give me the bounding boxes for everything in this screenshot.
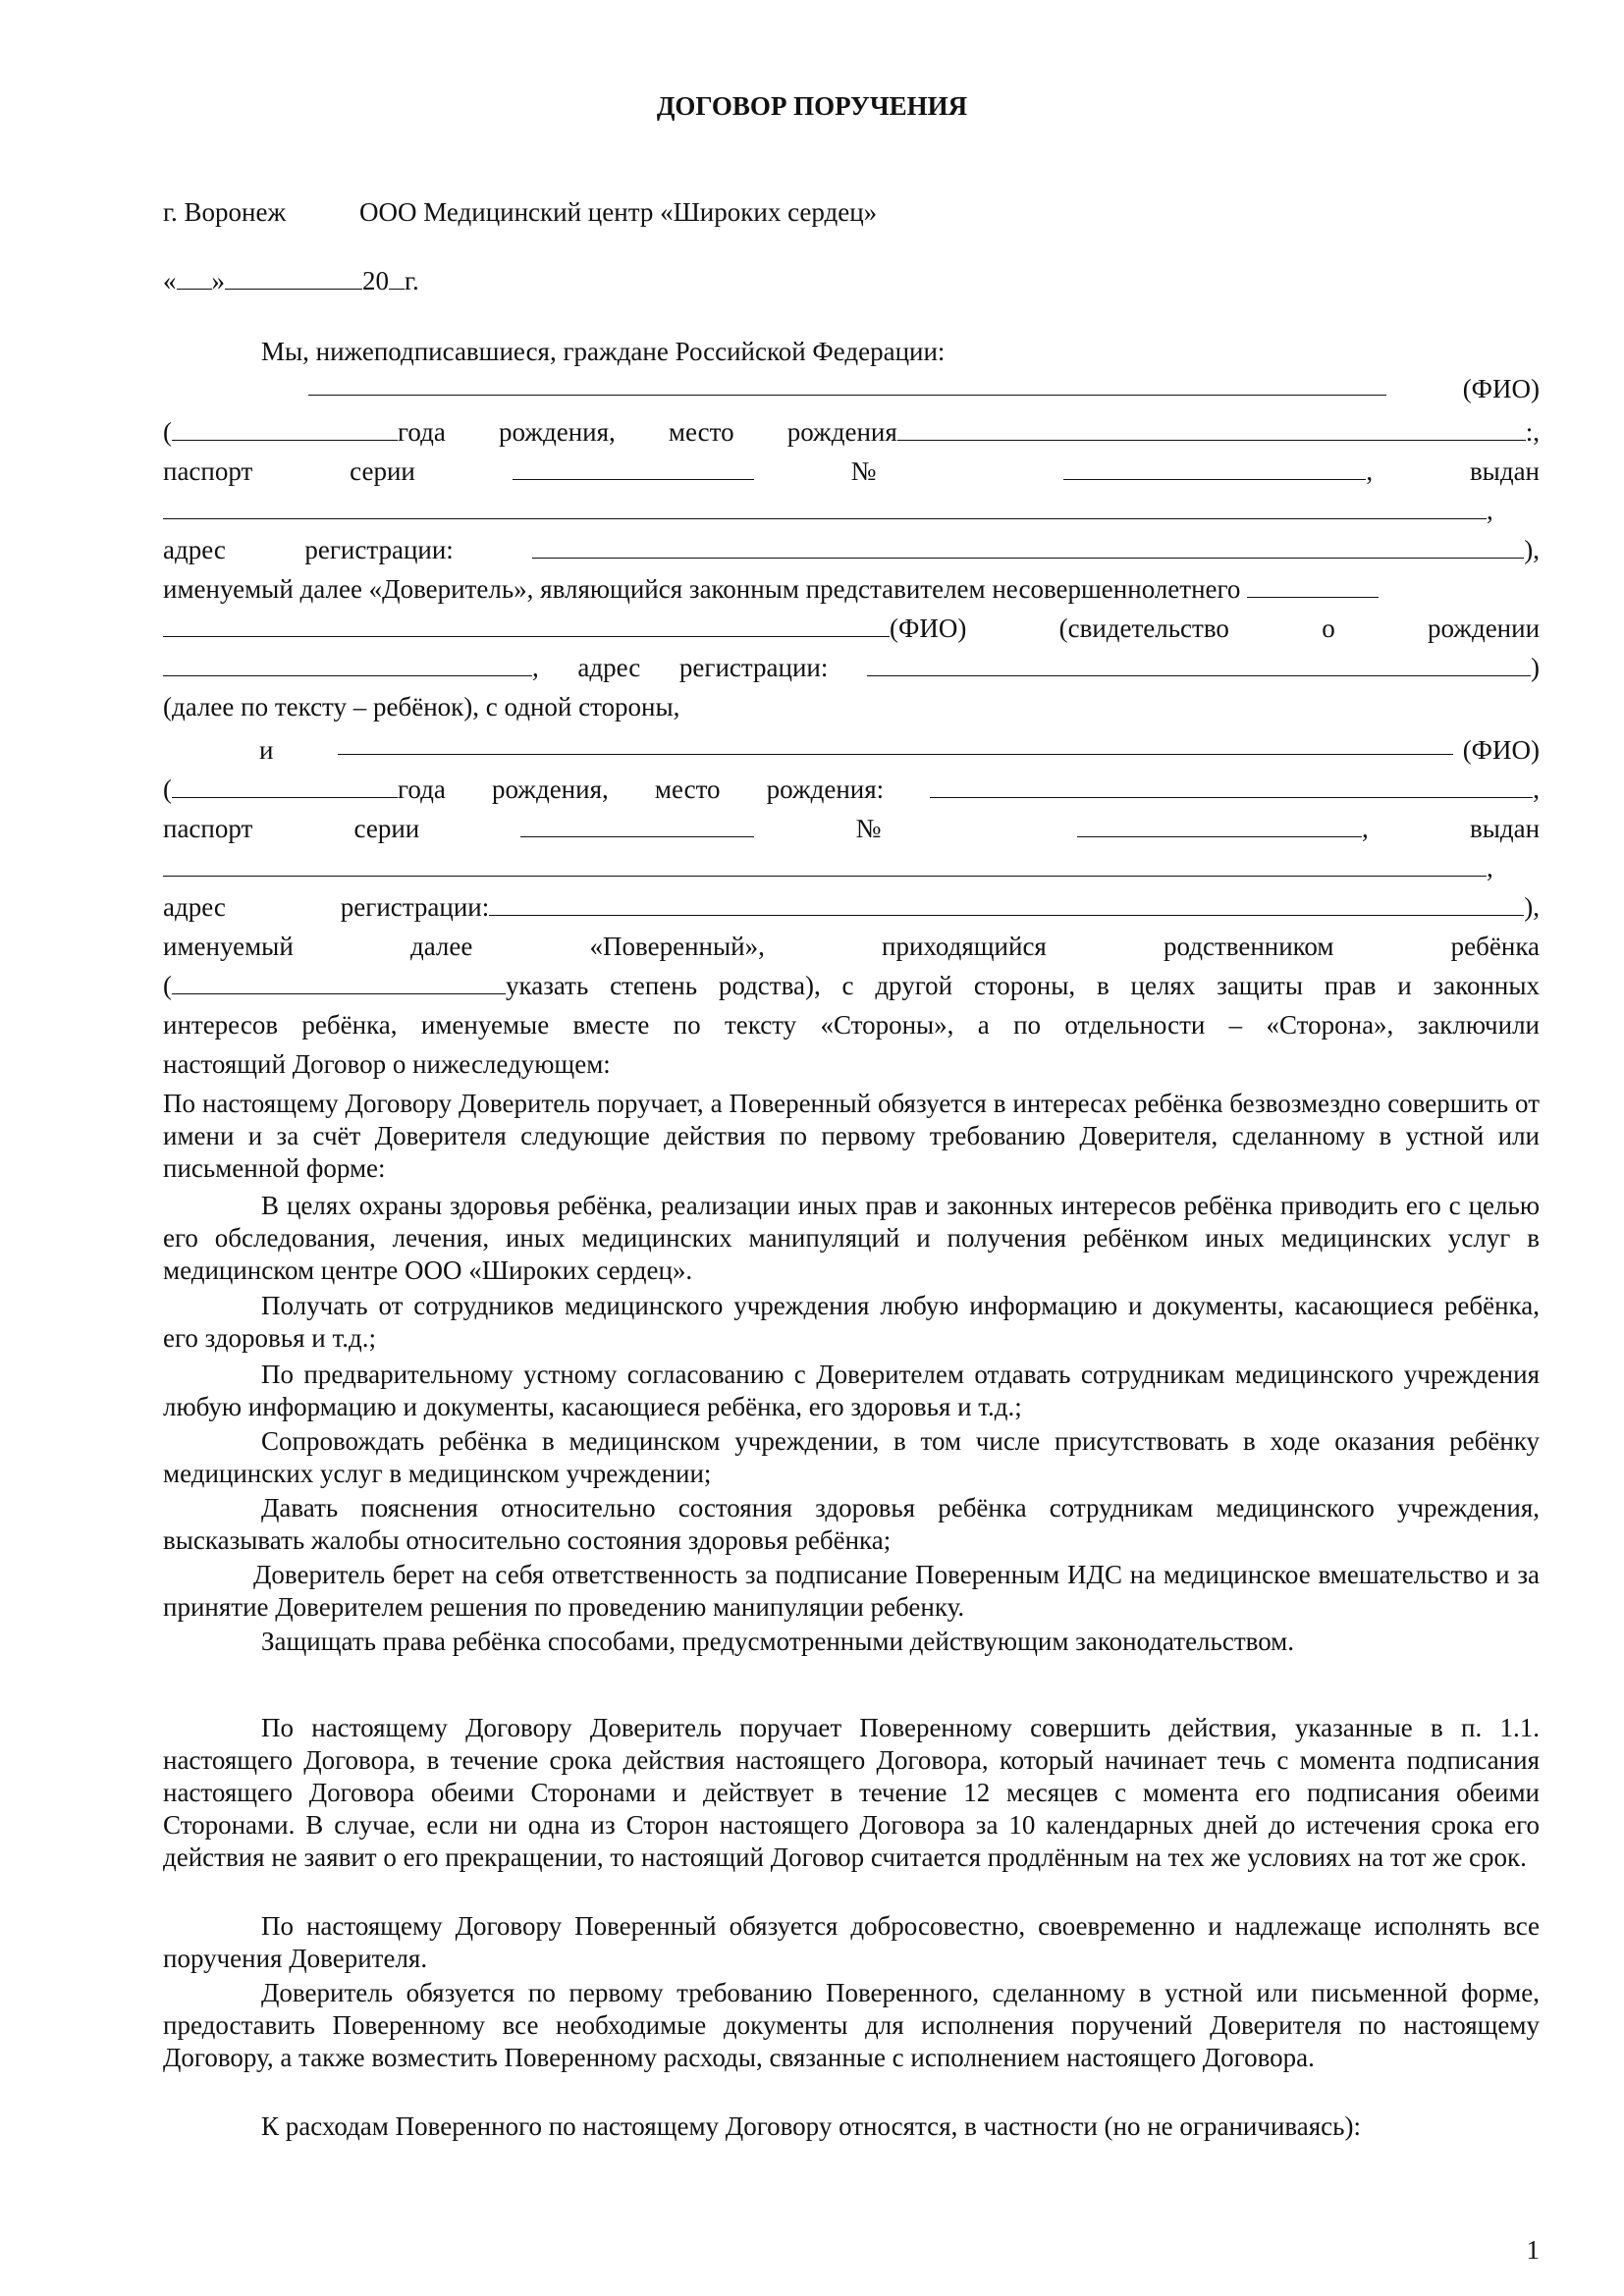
principal-birthplace-blank[interactable] bbox=[897, 412, 1526, 441]
principal-passport-number-blank[interactable] bbox=[1063, 452, 1366, 480]
attorney-passport-number-blank[interactable] bbox=[1077, 809, 1362, 837]
attorney-fio-label: (ФИО) bbox=[1462, 735, 1540, 765]
paragraph-clause-accompany: Сопровождать ребёнка в медицинском учреждении, в том числе присутствовать в ходе оказания ребёнку медицинских услуг в медицинском учреждении; bbox=[163, 1426, 1540, 1488]
principal-role-line: именуемый далее «Доверитель», являющийся законным представителем несовершеннолетнего bbox=[163, 569, 1379, 609]
document-title: ДОГОВОР ПОРУЧЕНИЯ bbox=[656, 91, 968, 121]
principal-passport-series-blank[interactable] bbox=[513, 452, 754, 480]
child-fio-blank[interactable] bbox=[163, 609, 890, 637]
city: г. Воронеж bbox=[163, 197, 287, 227]
attorney-passport-series-blank[interactable] bbox=[520, 809, 754, 837]
paragraph-clause-health: В целях охраны здоровья ребёнка, реализации иных прав и законных интересов ребёнка приводить его с целью его обследования, лечения, иных медицинских манипуляций и получения ребёнком иных медицинских услуг в медицинском центре ООО «Широких сердец». bbox=[163, 1191, 1540, 1285]
principal-fio-blank[interactable] bbox=[308, 367, 1386, 396]
principal-issued-line: , bbox=[163, 491, 1493, 530]
attorney-passport-line: паспорт серии № , выдан bbox=[163, 809, 1540, 848]
child-address-blank[interactable] bbox=[867, 648, 1531, 676]
relation-degree-blank[interactable] bbox=[172, 966, 506, 994]
attorney-address-line: адрес регистрации: ), bbox=[163, 887, 1540, 927]
principal-passport-line: паспорт серии № , выдан bbox=[163, 452, 1540, 491]
intro-text: Мы, нижеподписавшиеся, граждане Российской Федерации: bbox=[261, 337, 946, 366]
principal-address-line: адрес регистрации: ), bbox=[163, 530, 1540, 569]
attorney-issued-line: , bbox=[163, 848, 1493, 887]
fio-label: (ФИО) bbox=[1462, 374, 1540, 403]
child-note: (далее по тексту – ребёнок), с одной стороны, bbox=[163, 692, 680, 721]
principal-address-blank[interactable] bbox=[532, 530, 1524, 559]
paragraph-clause-explain: Давать пояснения относительно состояния здоровья ребёнка сотрудникам медицинского учреждения, высказывать жалобы относительно состояния здоровья ребёнка; bbox=[163, 1493, 1540, 1555]
organization-name: ООО Медицинский центр «Широких сердец» bbox=[359, 197, 878, 227]
attorney-role-line: именуемый далее «Поверенный», приходящийся родственником ребёнка bbox=[163, 932, 1541, 961]
paragraph-expenses: К расходам Поверенного по настоящему Договору относятся, в частности (но не ограничиваясь): bbox=[261, 2111, 1361, 2141]
day-blank[interactable] bbox=[177, 261, 212, 290]
interests-line: интересов ребёнка, именуемые вместе по тексту «Стороны», а по отдельности – «Сторона», заключили bbox=[163, 1010, 1540, 1040]
month-blank[interactable] bbox=[225, 261, 362, 290]
relation-line: ( указать степень родства), с другой стороны, в целях защиты прав и законных bbox=[163, 966, 1540, 1005]
child-certificate-blank[interactable] bbox=[163, 648, 532, 676]
paragraph-clause-protect: Защищать права ребёнка способами, предусмотренными действующим законодательством. bbox=[261, 1627, 1295, 1656]
attorney-fio-blank[interactable] bbox=[338, 726, 1453, 755]
attorney-birth-year-blank[interactable] bbox=[172, 770, 398, 798]
attorney-birth-line: ( года рождения, место рождения: , bbox=[163, 770, 1540, 809]
agreement-intro: настоящий Договор о нижеследующем: bbox=[163, 1049, 611, 1079]
principal-birth-line: ( года рождения, место рождения :, bbox=[163, 412, 1540, 452]
date-line: « » 20 г. bbox=[163, 261, 419, 300]
attorney-address-blank[interactable] bbox=[489, 887, 1524, 916]
paragraph-principal-duty: Доверитель обязуется по первому требованию Поверенного, сделанному в устной или письменной форме, предоставить Поверенному все необходимые документы для исполнения поручений Доверителя по настоящему Договору, а также возместить Поверенному расходы, связанные с исполнением настоящего Договора. bbox=[163, 1978, 1540, 2072]
paragraph-clause-docs: По предварительному устному согласованию с Доверителем отдавать сотрудникам медицинского учреждения любую информацию и документы, касающиеся ребёнка, его здоровья и т.д.; bbox=[163, 1360, 1540, 1421]
minor-blank-1[interactable] bbox=[1247, 569, 1379, 598]
paragraph-clause-info: Получать от сотрудников медицинского учреждения любую информацию и документы, касающиеся ребёнка, его здоровья и т.д.; bbox=[163, 1291, 1540, 1353]
attorney-birthplace-blank[interactable] bbox=[930, 770, 1533, 798]
paragraph-attorney-duty: По настоящему Договору Поверенный обязуется добросовестно, своевременно и надлежаще исполнять все поручения Доверителя. bbox=[163, 1911, 1540, 1973]
and-word: и bbox=[259, 735, 274, 765]
principal-birth-year-blank[interactable] bbox=[172, 412, 398, 441]
paragraph-clause-responsibility: Доверитель берет на себя ответственность за подписание Поверенным ИДС на медицинское вмешательство и за принятие Доверителем решения по проведению манипуляции ребенку. bbox=[163, 1560, 1540, 1622]
child-fio-line: (ФИО) (свидетельство о рождении bbox=[163, 609, 1540, 648]
principal-issued-by-blank[interactable] bbox=[163, 491, 1487, 519]
child-address-line: , адрес регистрации: ) bbox=[163, 648, 1540, 687]
paragraph-term: По настоящему Договору Доверитель поручает Поверенному совершить действия, указанные в п. 1.1. настоящего Договора, в течение срока действия настоящего Договора, который начинает течь с момента подписания настоящего Договора обеими Сторонами и действует в течение 12 месяцев с момента его подписания обеими Сторонами. В случае, если ни одна из Сторон настоящего Договора за 10 календарных дней до истечения срока его действия не заявит о его прекращении, то настоящий Договор считается продлённым на тех же условиях на тот же срок. bbox=[163, 1713, 1540, 1872]
paragraph-subject: По настоящему Договору Доверитель поручает, а Поверенный обязуется в интересах ребёнка безвозмездно совершить от имени и за счёт Доверителя следующие действия по первому требованию Доверителя, сделанному в устной или письменной форме: bbox=[163, 1089, 1540, 1183]
attorney-issued-by-blank[interactable] bbox=[163, 848, 1487, 877]
page-number: 1 bbox=[1526, 2235, 1540, 2265]
year-blank[interactable] bbox=[389, 261, 405, 290]
